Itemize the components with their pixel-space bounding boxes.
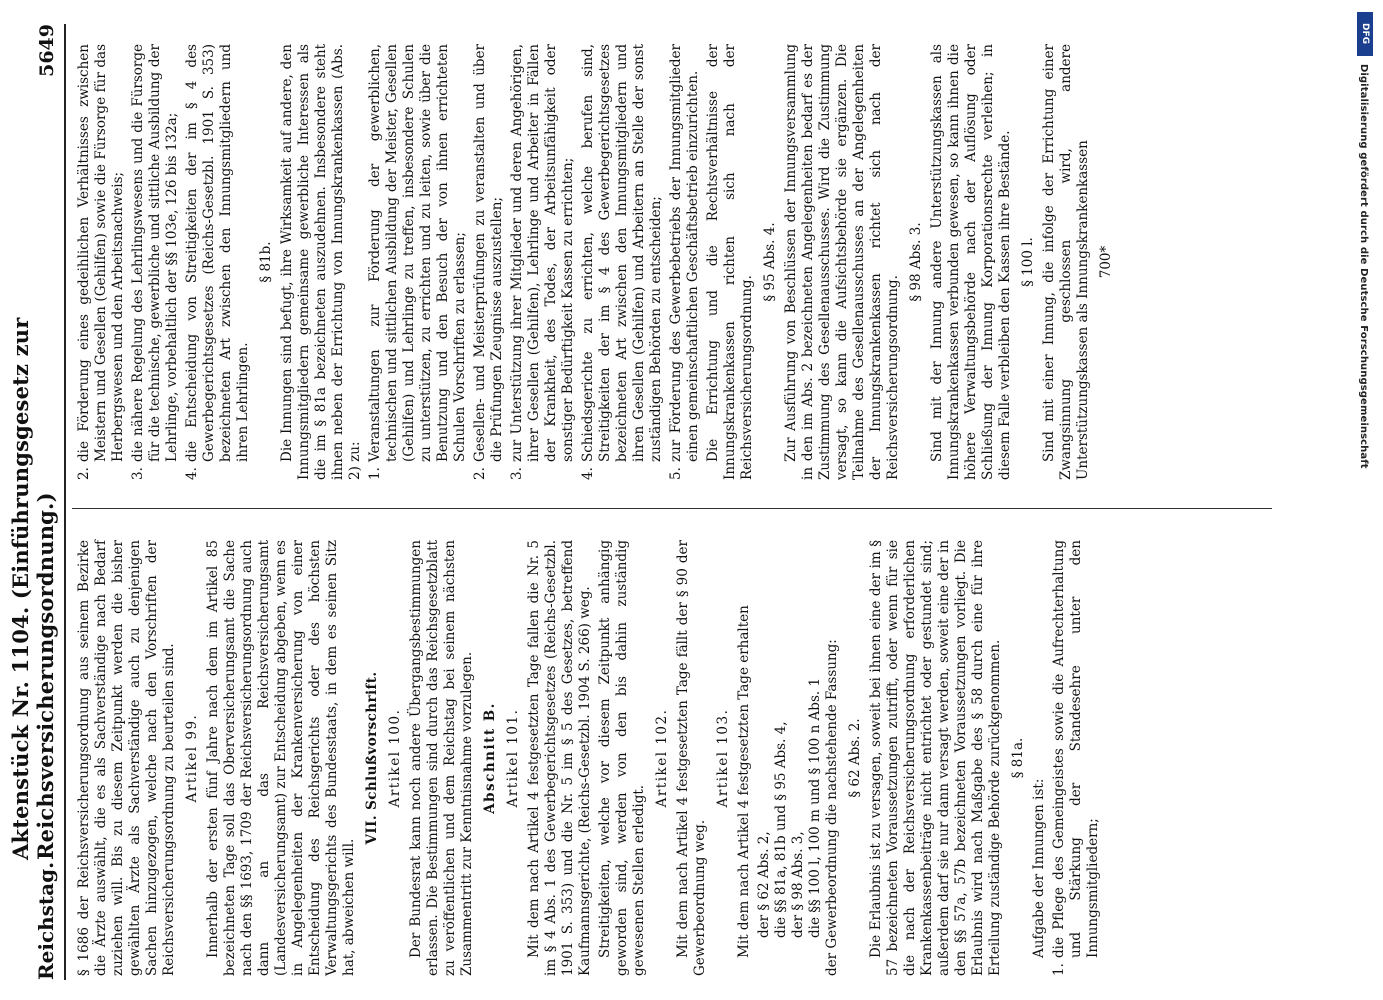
list-item: 2. Gesellen- und Meisterprüfungen zu veranstalten und über die Prüfungen Zeugnisse auszustellen;	[472, 44, 505, 480]
list-line: die §§ 81a, 81b und § 95 Abs. 4,	[773, 721, 789, 938]
list-item-text: die nähere Regelung des Lehrlingswesens und die Fürsorge für die technische, gewerbliche und sittliche Ausbildung der Lehrlinge, vorbehaltlich der §§ 103e, 126 bis 132a;	[130, 44, 180, 462]
paragraph: Streitigkeiten, welche vor diesem Zeitpunkt anhängig geworden sind, werden von den bis dahin zuständig gewesenen Stellen erledigt.	[597, 540, 647, 976]
page-header	[8, 24, 66, 980]
list-item-text: die Förderung eines gedeihlichen Verhältnisses zwischen Meistern und Gesellen (Gehilfen) sowie die Fürsorge für das Herbergswesen und den Arbeitsnachweis;	[76, 44, 126, 462]
paragraph: Mit dem nach Artikel 4 festgesetzten Tage fallen die Nr. 5 im § 4 Abs. 1 des Gewerbegerichtsgesetzes (Reichs-Gesetzbl. 1901 S. 353) und die Nr. 5 im § 5 des Gesetzes, betreffend Kaufmannsgerichte, (Reichs-Gesetzbl. 1904 S. 266) weg.	[526, 540, 593, 976]
paragraph: Die Erlaubnis ist zu versagen, soweit bei ihnen eine der im § 57 bezeichneten Voraussetzungen zutrifft, oder wenn für sie die nach der Reichsversicherungsordnung erforderlichen Krankenkassenbeiträge nicht entrichtet oder gestundet sind; außerdem darf sie nur dann versagt werden, soweit eine der in den §§ 57a, 57b bezeichneten Voraussetzungen vorliegt. Die Erlaubnis wird nach Maßgabe des § 58 durch eine für ihre Erteilung zuständige Behörde zurückgenommen.	[868, 540, 1003, 976]
list-item: 3. die nähere Regelung des Lehrlingswesens und die Fürsorge für die technische, gewerbliche und sittliche Ausbildung der Lehrlinge, vorbehaltlich der §§ 103e, 126 bis 132a;	[130, 44, 180, 480]
list-item-text: Gesellen- und Meisterprüfungen zu veranstalten und über die Prüfungen Zeugnisse auszustellen;	[472, 44, 505, 462]
watermark-text: Digitalisierung gefördert durch die Deutsche Forschungsgemeinschaft	[1358, 64, 1369, 469]
paragraph: Mit dem nach Artikel 4 festgesetzten Tage fällt der § 90 der Gewerbeordnung weg.	[675, 540, 708, 976]
paragraph-heading: § 81a.	[1010, 737, 1026, 779]
header-left: Reichstag.	[34, 861, 58, 980]
list-item: 3. zur Unterstützung ihrer Mitglieder und deren Angehörigen, ihrer Gesellen (Gehilfen), Lehrlinge und Arbeiter in Fällen der Krankheit, des Todes, der Arbeitsunfähigkeit oder sonstiger Bedürftigkeit Kassen zu errichten;	[509, 44, 576, 480]
page-number: 5649	[36, 24, 58, 77]
article-heading: Artikel 102.	[654, 708, 670, 808]
list-item: 1. Veranstaltungen zur Förderung der gewerblichen, technischen und sittlichen Ausbildung der Meister, Gesellen (Gehilfen) und Lehrlinge zu treffen, insbesondere Schulen zu unterstützen, zu errichten und zu leiten, sowie über die Benutzung und den Besuch der von ihnen errichteten Schulen Vorschriften zu erlassen;	[367, 44, 468, 480]
paragraph: Mit dem nach Artikel 4 festgesetzten Tage erhalten	[736, 605, 752, 958]
article-heading: Artikel 103.	[715, 708, 731, 808]
paragraph-heading: § 62 Abs. 2.	[847, 718, 863, 798]
list-item: 5. zur Förderung des Gewerbebetriebs der Innungsmitglieder einen gemeinschaftlichen Geschäftsbetrieb einzurichten.	[668, 44, 701, 480]
list-line: die §§ 100 l, 100 m und § 100 n Abs. 1	[807, 677, 823, 938]
section-heading: VII. Schlußvorschrift.	[364, 671, 380, 845]
paragraph-heading: § 98 Abs. 3.	[908, 222, 924, 302]
list-item: 2. die Förderung eines gedeihlichen Verhältnisses zwischen Meistern und Gesellen (Gehilfen) sowie die Fürsorge für das Herbergswesen und den Arbeitsnachweis;	[76, 44, 126, 480]
paragraph: Zur Ausführung von Beschlüssen der Innungsversammlung in den im Abs. 2 bezeichneten Angelegenheiten bedarf es der Zustimmung des Gesellenausschusses. Wird die Zustimmung versagt, so kann die Aufsichtsbehörde sie ergänzen. Die Teilnahme des Gesellenausschusses an der Angelegenheiten der Innungskrankenkassen richtet sich nach der Reichsversicherungsordnung.	[783, 44, 901, 480]
digitization-watermark	[1357, 4, 1379, 994]
paragraph: Der Bundesrat kann noch andere Übergangsbestimmungen erlassen. Die Bestimmungen sind durch das Reichsgesetzblatt zu veröffentlichen und dem Reichstag bei seinem nächsten Zusammentritt zur Kenntnisnahme vorzulegen.	[408, 540, 475, 976]
paragraph: der Gewerbeordnung die nachstehende Fassung:	[824, 639, 840, 976]
list-item-text: die Entscheidung von Streitigkeiten der im § 4 des Gewerbegerichtsgesetzes (Reichs-Gesetzbl. 1901 S. 353) bezeichneten Art zwischen den Innungsmitgliedern und ihren Lehrlingen.	[184, 44, 251, 462]
header-title: Aktenstück Nr. 1104. (Einführungsgesetz zur Reichsversicherungsordnung.)	[8, 317, 58, 860]
paragraph: Die Errichtung und die Rechtsverhältnisse der Innungskrankenkassen richten sich nach der Reichsversicherungsordnung.	[705, 44, 755, 480]
dfg-logo: DFG	[1357, 12, 1373, 56]
paragraph-heading: § 100 l.	[1020, 237, 1036, 287]
list-item: 4. die Entscheidung von Streitigkeiten der im § 4 des Gewerbegerichtsgesetzes (Reichs-Gesetzbl. 1901 S. 353) bezeichneten Art zwischen den Innungsmitgliedern und ihren Lehrlingen.	[184, 44, 251, 480]
list-line: der § 62 Abs. 2,	[756, 831, 772, 938]
list-item: 1. die Pflege des Gemeingeistes sowie die Aufrechterhaltung und Stärkung der Standesehre unter den Innungsmitgliedern;	[1051, 540, 1101, 976]
paragraph: Sind mit der Innung andere Unterstützungskassen als Innungskrankenkassen verbunden gewesen, so kann ihnen die höhere Verwaltungsbehörde nach der Auflösung oder Schließung der Innung Korporationsrechte verleihen; in diesem Falle verbleiben den Kassen ihre Bestände.	[929, 44, 1013, 480]
article-heading: Artikel 100.	[387, 708, 403, 808]
section-heading: Abschnitt B.	[482, 702, 498, 814]
paragraph: Sind mit einer Innung, die infolge der Errichtung einer Zwangsinnung geschlossen wird, andere Unterstützungskassen als Innungskrankenkassen	[1041, 44, 1091, 480]
column-divider	[72, 508, 1272, 509]
list-item-text: Veranstaltungen zur Förderung der gewerblichen, technischen und sittlichen Ausbildung der Meister, Gesellen (Gehilfen) und Lehrlinge zu treffen, insbesondere Schulen zu unterstützen, zu errichten und zu leiten, sowie über die Benutzung und den Besuch der von ihnen errichteten Schulen Vorschriften zu erlassen;	[367, 44, 468, 462]
paragraph: Aufgabe der Innungen ist:	[1031, 778, 1047, 958]
article-heading: Artikel 99.	[184, 713, 200, 803]
paragraph: § 1686 der Reichsversicherungsordnung aus seinem Bezirke die Ärzte auswählt, die es als Sachverständige nach Bedarf zuziehen will. Bis zu diesem Zeitpunkt werden die bisher gewählten Ärzte als Sachverständige auch zu denjenigen Sachen hinzugezogen, welche nach den Vorschriften der Reichsversicherungsordnung zu beurteilen sind.	[76, 540, 177, 976]
paragraph: Die Innungen sind befugt, ihre Wirksamkeit auf andere, den Innungsmitgliedern gemeinsame gewerbliche Interessen als die im § 81a bezeichneten auszudehnen. Insbesondere steht ihnen neben der Errichtung von Innungskrankenkassen (Abs. 2) zu:	[279, 44, 363, 480]
right-column	[76, 44, 1119, 480]
list-item: 4. Schiedsgerichte zu errichten, welche berufen sind, Streitigkeiten der im § 4 des Gewerbegerichtsgesetzes bezeichneten Art zwischen den Innungsmitgliedern und ihren Gesellen (Gehilfen) und Arbeitern an Stelle der sonst zuständigen Behörden zu entscheiden;	[580, 44, 664, 480]
list-item-text: die Pflege des Gemeingeistes sowie die Aufrechterhaltung und Stärkung der Standesehre unter den Innungsmitgliedern;	[1051, 540, 1101, 958]
left-column	[76, 540, 1105, 976]
article-heading: Artikel 101.	[505, 708, 521, 808]
list-item-text: zur Unterstützung ihrer Mitglieder und deren Angehörigen, ihrer Gesellen (Gehilfen), Lehrlinge und Arbeiter in Fällen der Krankheit, des Todes, der Arbeitsunfähigkeit oder sonstiger Bedürftigkeit Kassen zu errichten;	[509, 44, 576, 462]
paragraph-heading: § 95 Abs. 4.	[762, 222, 778, 302]
signature-mark: 700*	[1098, 245, 1114, 279]
list-item-text: Schiedsgerichte zu errichten, welche berufen sind, Streitigkeiten der im § 4 des Gewerbegerichtsgesetzes bezeichneten Art zwischen den Innungsmitgliedern und ihren Gesellen (Gehilfen) und Arbeitern an Stelle der sonst zuständigen Behörden zu entscheiden;	[580, 44, 664, 462]
list-line: der § 98 Abs. 3,	[790, 831, 806, 938]
list-item-text: zur Förderung des Gewerbebetriebs der Innungsmitglieder einen gemeinschaftlichen Geschäftsbetrieb einzurichten.	[668, 44, 701, 462]
paragraph-heading: § 81b.	[258, 241, 274, 283]
paragraph: Innerhalb der ersten fünf Jahre nach dem im Artikel 85 bezeichneten Tage soll das Oberversicherungsamt die Sache nach den §§ 1693, 1709 der Reichsversicherungsordnung auch dann an das Reichsversicherungsamt (Landesversicherungsamt) zur Entscheidung abgeben, wenn es in Angelegenheiten der Krankenversicherung von einer Entscheidung des Reichsgerichts oder des höchsten Verwaltungsgerichts des Bundesstaats, in dem es seinen Sitz hat, abweichen will.	[205, 540, 357, 976]
